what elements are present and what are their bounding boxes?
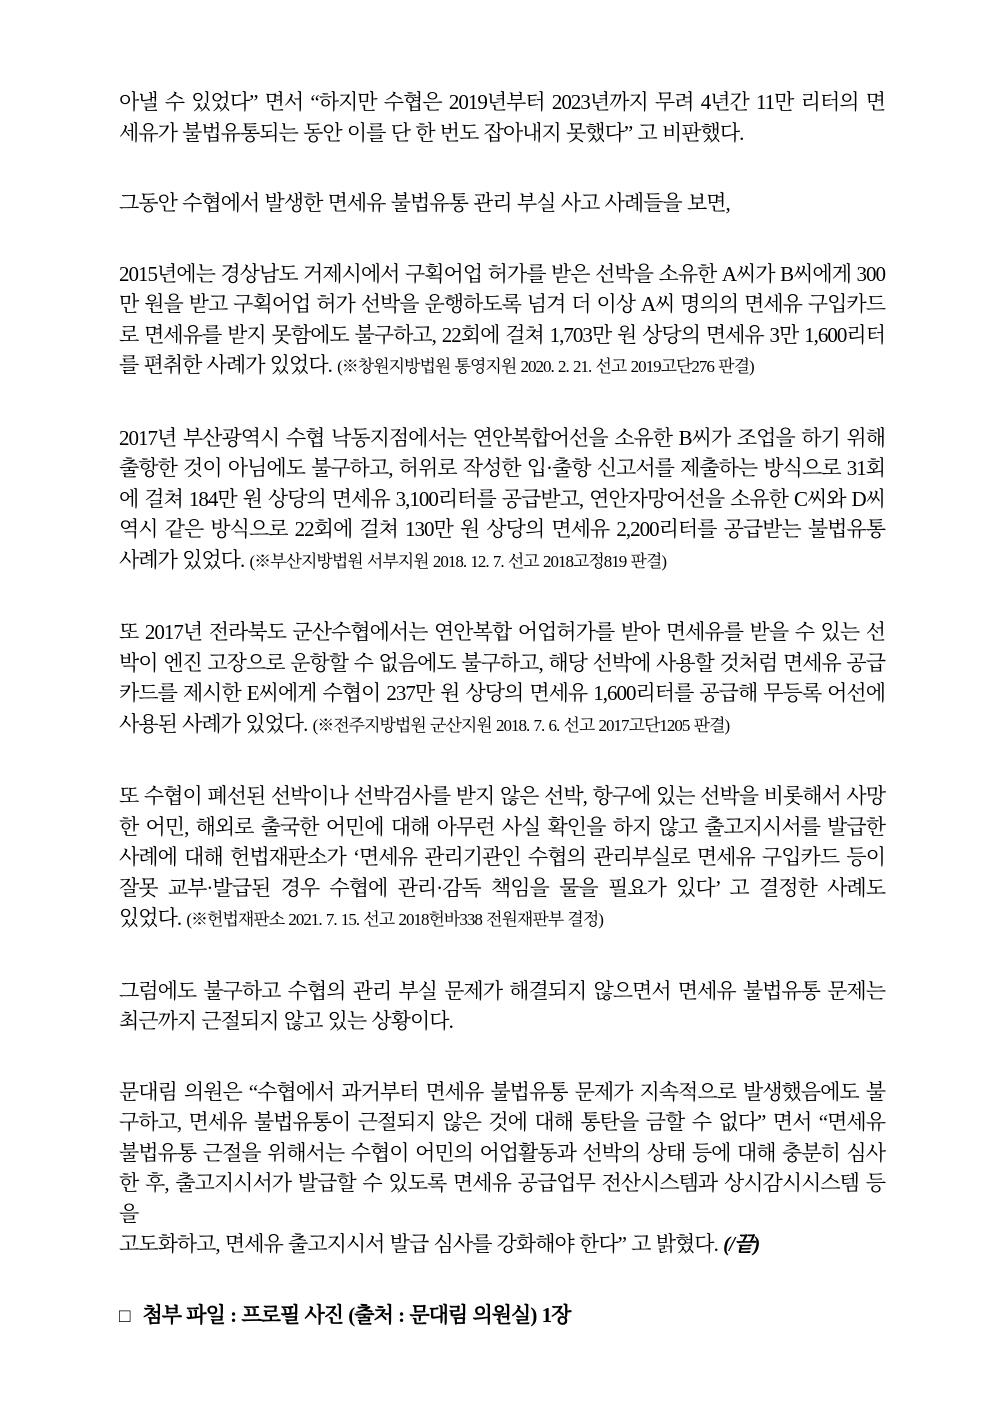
text-line: 아낼 수 있었다” 면서 “하지만 수협은 2019년부터 2023년까지 무려 4년간 11만 리터의 면 [119, 90, 885, 114]
square-bullet-icon: □ [119, 1305, 130, 1327]
paragraph-intro-cases [119, 188, 885, 219]
text-line [119, 1300, 885, 1333]
text-line: 카드를 제시한 E씨에게 수협이 237만 원 상당의 면세유 1,600리터를 공급해 무등록 어선에 [119, 681, 885, 705]
text-line: 박이 엔진 고장으로 운항할 수 없음에도 불구하고, 해당 선박에 사용할 것처럼 면세유 공급 [119, 650, 885, 675]
paragraph-case-2017-gunsan [119, 617, 885, 741]
sentence-text: 있었다. [119, 906, 187, 930]
sentence-text: 사례가 있었다. [119, 547, 250, 572]
paragraph-criticism [119, 87, 885, 148]
text-line: 또 수협이 폐선된 선박이나 선박검사를 받지 않은 선박, 항구에 있는 선박을 비롯해서 사망 [119, 784, 885, 808]
text-line: 로 면세유를 받지 못함에도 불구하고, 22회에 걸쳐 1,703만 원 상당의 면세유 3만 1,600리터 [119, 322, 885, 347]
text-line: 불법유통 근절을 위해서는 수협이 어민의 어업활동과 선박의 상태 등에 대해 충분히 심사 [119, 1140, 885, 1165]
text-line: 2015년에는 경상남도 거제시에서 구획어업 허가를 받은 선박을 소유한 A씨가 B씨에게 300 [119, 261, 885, 286]
text-line: 또 2017년 전라북도 군산수협에서는 연안복합 어업허가를 받아 면세유를 받을 수 있는 선 [119, 620, 885, 644]
document-body [119, 87, 885, 1372]
attachment-label: 첨부 파일 : 프로필 사진 (출처 : 문대림 의원실) 1장 [142, 1302, 571, 1327]
text-line: 에 걸쳐 184만 원 상당의 면세유 3,100리터를 공급받고, 연안자망어선을 소유한 C씨와 D씨 [119, 486, 885, 511]
text-line: 문대림 의원은 “수협에서 과거부터 면세유 불법유통 문제가 지속적으로 발생했음에도 불 [119, 1079, 885, 1104]
case-citation: (※부산지방법원 서부지원 2018. 12. 7. 선고 2018고정819 판결) [249, 551, 667, 571]
text-line [119, 709, 885, 742]
text-line: 한 후, 출고지시서가 발급할 수 있도록 면세유 공급업무 전산시스템과 상시감시시스템 등을 [119, 1171, 885, 1226]
text-line: 그동안 수협에서 발생한 면세유 불법유통 관리 부실 사고 사례들을 보면, [119, 191, 730, 215]
paragraph-case-2017-busan [119, 423, 885, 578]
end-of-release-mark: (/끝) [723, 1232, 760, 1256]
text-line: 세유가 불법유통되는 동안 이를 단 한 번도 잡아내지 못했다” 고 비판했다. [119, 120, 744, 145]
text-line: 만 원을 받고 구획어업 허가 선박을 운행하도록 넘겨 더 이상 A씨 명의의 면세유 구입카드 [119, 292, 885, 316]
text-line: 사례에 대해 헌법재판소가 ‘면세유 관리기관인 수협의 관리부실로 면세유 구입카드 등이 [119, 845, 885, 869]
attachment-note [119, 1300, 885, 1333]
sentence-text: 고도화하고, 면세유 출고지시서 발급 심사를 강화해야 한다” 고 밝혔다. [119, 1232, 724, 1256]
text-line: 그럼에도 불구하고 수협의 관리 부실 문제가 해결되지 않으면서 면세유 불법유통 문제는 [119, 978, 885, 1003]
case-citation: (※전주지방법원 군산지원 2018. 7. 6. 선고 2017고단1205 판결) [312, 715, 730, 735]
paragraph-ongoing-problem [119, 976, 885, 1037]
case-citation: (※창원지방법원 통영지원 2020. 2. 21. 선고 2019고단276 판결) [337, 357, 754, 376]
text-line: 출항한 것이 아님에도 불구하고, 허위로 작성한 입·출항 신고서를 제출하는 방식으로 31회 [119, 456, 885, 480]
sentence-text: 사용된 사례가 있었다. [119, 711, 313, 736]
text-line [119, 903, 885, 936]
text-line: 2017년 부산광역시 수협 낙동지점에서는 연안복합어선을 소유한 B씨가 조업을 하기 위해 [119, 425, 885, 450]
paragraph-case-constitutional-court [119, 781, 885, 936]
text-line: 한 어민, 해외로 출국한 어민에 대해 아무런 사실 확인을 하지 않고 출고지시서를 발급한 [119, 814, 885, 839]
text-line: 잘못 교부·발급된 경우 수협에 관리·감독 책임을 물을 필요가 있다’ 고 결정한 사례도 [119, 875, 885, 900]
text-line: 구하고, 면세유 불법유통이 근절되지 않은 것에 대해 통탄을 금할 수 없다” 면서 “면세유 [119, 1110, 885, 1134]
text-line: 역시 같은 방식으로 22회에 걸쳐 130만 원 상당의 면세유 2,200리터를 공급받는 불법유통 [119, 517, 885, 541]
paragraph-case-2015-geoje [119, 259, 885, 383]
text-line: 최근까지 근절되지 않고 있는 상황이다. [119, 1009, 453, 1033]
sentence-text: 를 편취한 사례가 있었다. [119, 353, 338, 377]
paragraph-lawmaker-statement [119, 1077, 885, 1260]
case-citation: (※헌법재판소 2021. 7. 15. 선고 2018헌바338 전원재판부 결정) [186, 910, 603, 929]
text-line [119, 1229, 885, 1260]
text-line [119, 350, 885, 383]
text-line [119, 545, 885, 578]
